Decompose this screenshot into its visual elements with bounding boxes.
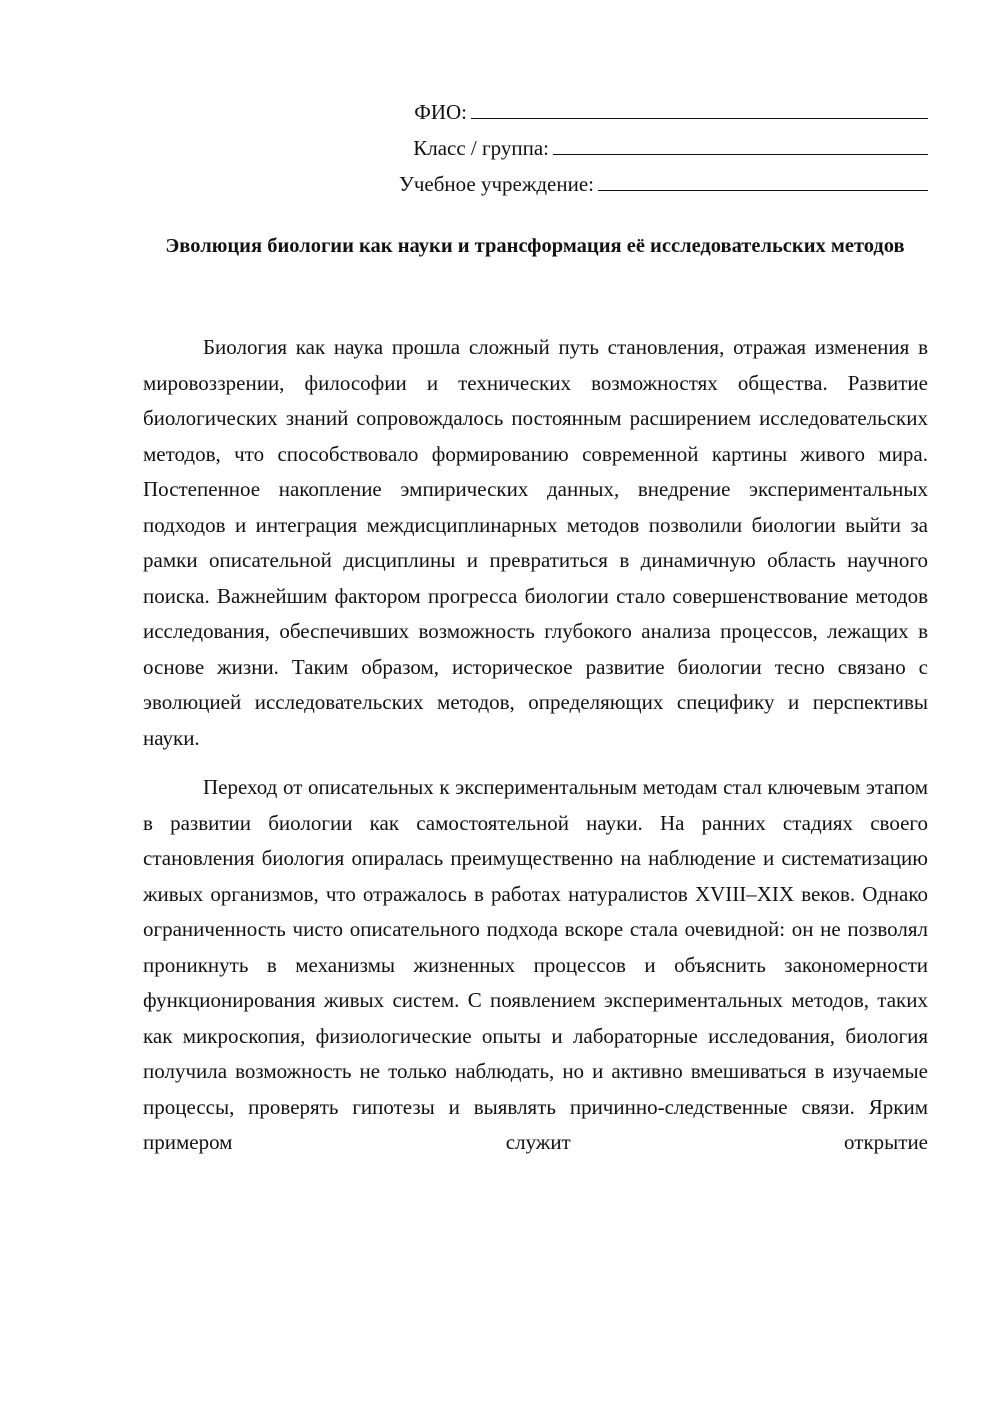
paragraph-2: Переход от описательных к экспериментальным методам стал ключевым этапом в развитии биологии как самостоятельной науки. На ранних стадиях своего становления биология опиралась преимущественно на наблюдение и систематизацию живых организмов, что отражалось в работах натуралистов XVIII–XIX веков. Однако ограниченность чисто описательного подхода вскоре стала очевидной: он не позволял проникнуть в механизмы жизненных процессов и объяснить закономерности функционирования живых систем. С появлением экспериментальных методов, таких как микроскопия, физиологические опыты и лабораторные исследования, биология получила возможность не только наблюдать, но и активно вмешиваться в изучаемые процессы, проверять гипотезы и выявлять причинно-следственные связи. Ярким примером служит открытие [143, 775, 928, 1154]
fio-field-row [308, 96, 928, 132]
document-body [143, 330, 928, 1175]
paragraph-1: Биология как наука прошла сложный путь становления, отражая изменения в мировоззрении, философии и технических возможностях общества. Развитие биологических знаний сопровождалось постоянным расширением исследовательских методов, что способствовало формированию современной картины живого мира. Постепенное накопление эмпирических данных, внедрение экспериментальных подходов и интеграция междисциплинарных методов позволили биологии выйти за рамки описательной дисциплины и превратиться в динамичную область научного поиска. Важнейшим фактором прогресса биологии стало совершенствование методов исследования, обеспечивших возможность глубокого анализа процессов, лежащих в основе жизни. Таким образом, историческое развитие биологии тесно связано с эволюцией исследовательских методов, определяющих специфику и перспективы науки. [143, 335, 928, 750]
institution-field-row [308, 168, 928, 204]
fio-blank-line[interactable] [471, 96, 928, 119]
institution-blank-line[interactable] [598, 168, 928, 191]
class-blank-line[interactable] [553, 132, 928, 155]
document-title: Эволюция биологии как науки и трансформация её исследовательских методов [165, 235, 905, 257]
student-info-block [308, 96, 928, 204]
institution-label: Учебное учреждение: [398, 172, 594, 196]
class-label: Класс / группа: [413, 136, 549, 160]
fio-label: ФИО: [414, 100, 467, 124]
class-field-row [308, 132, 928, 168]
